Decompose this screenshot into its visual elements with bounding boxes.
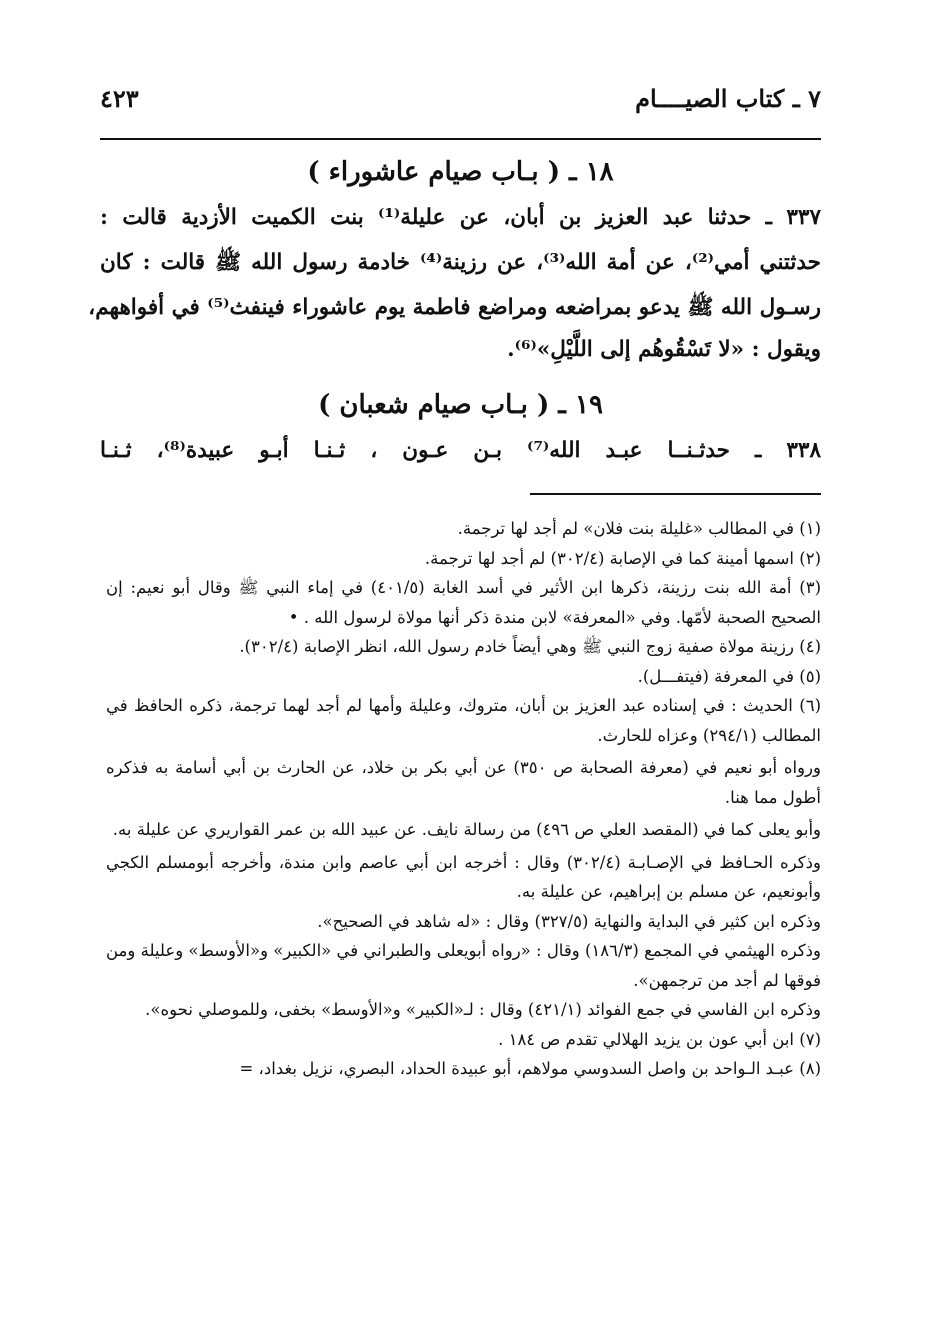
hadith-337-line-1: ٣٣٧ ـ حدثنا عبد العزيز بن أبان، عن عليلة⁽¹⁾ بنت الكميت الأزدية قالت : <box>100 205 821 230</box>
footnote-6-continuation-2: وأبو يعلى كما في (المقصد العلي ص ٤٩٦) من رسالة نايف. عن عبيد الله بن عمر القواريري عن عليلة به. <box>112 820 821 839</box>
chapter-title: ٧ ـ كتاب الصيــــام <box>635 84 821 113</box>
footnote-6-continuation-3: وذكره الحـافظ في الإصـابـة (٣٠٢/٤) وقال : أخرجه ابن أبي عاصم وابن مندة، وأخرجه أبومسلم الكجي وأبونعيم، عن مسلم بن إبراهيم، عن عليلة به. <box>106 852 821 901</box>
footnote-4: (٤) رزينة مولاة صفية زوج النبي ﷺ وهي أيضاً خادم رسول الله، انظر الإصابة (٣٠٢/٤). <box>239 637 821 656</box>
footnote-1: (١) في المطالب «غليلة بنت فلان» لم أجد لها ترجمة. <box>457 519 821 538</box>
hadith-338-line-1: ٣٣٨ ـ حدثـنــا عبـد الله⁽⁷⁾ بـن عـون ، ثـنـا أبـو عبيدة⁽⁸⁾، ثـنـا <box>100 438 821 463</box>
footnote-6-continuation-4: وذكره ابن كثير في البداية والنهاية (٣٢٧/٥) وقال : «له شاهد في الصحيح». <box>317 911 821 931</box>
page-number: ٤٢٣ <box>100 84 139 113</box>
footnote-6-continuation-5: وذكره الهيثمي في المجمع (١٨٦/٣) وقال : «رواه أبويعلى والطبراني في «الكبير» و«الأوسط» وعليلة ومن فوقها لم أجد من ترجمهن». <box>106 941 821 990</box>
footnote-7: (٧) ابن أبي عون بن يزيد الهلالي تقدم ص ١٨٤ . <box>498 1029 821 1049</box>
footnote-6: (٦) الحديث : في إسناده عبد العزيز بن أبان، متروك، وعليلة وأمها لم أجد لهما ترجمة، ذكره الحافظ في المطالب (٢٩٤/١) وعزاه للحارث. <box>106 696 821 745</box>
footnote-3: (٣) أمة الله بنت رزينة، ذكرها ابن الأثير في أسد الغابة (٤٠١/٥) في إماء النبي ﷺ وقال أبو نعيم: إن الصحيح الصحبة لأمّها. وفي «المعرفة» لابن مندة ذكر أنها مولاة لرسول الله . • <box>106 578 821 627</box>
footnote-6-continuation-6: وذكره ابن الفاسي في جمع الفوائد (٤٢١/١) وقال : لـ«الكبير» و«الأوسط» بخفى، وللموصلي نحوه». <box>145 1000 821 1019</box>
footnote-8: (٨) عبـد الـواحد بن واصل السدوسي مولاهم، أبو عبيدة الحداد، البصري، نزيل بغداد، = <box>239 1059 821 1078</box>
hadith-337-line-2: حدثتني أمي⁽²⁾، عن أمة الله⁽³⁾، عن رزينة⁽⁴⁾ خادمة رسول الله ﷺ قالت : كان <box>100 250 821 275</box>
footnote-separator <box>530 493 821 495</box>
hadith-337-line-4: ويقول : «لا تَسْقُوهُم إلى اللَّيْلِ»⁽⁶⁾. <box>507 337 821 362</box>
footnote-2: (٢) اسمها أمينة كما في الإصابة (٣٠٢/٤) لم أجد لها ترجمة. <box>424 548 821 568</box>
running-header <box>100 84 821 124</box>
footnote-5: (٥) في المعرفة (فيتفـــل). <box>637 666 821 686</box>
section-heading-18: ١٨ ـ ( بـاب صيام عاشوراء ) <box>307 157 614 187</box>
footnote-6-continuation-1: ورواه أبو نعيم في (معرفة الصحابة ص ٣٥٠) عن أبي بكر بن خلاد، عن الحارث بن أبي أسامة به فذكره أطول مما هنا. <box>106 758 821 807</box>
hadith-337-line-3: رسـول الله ﷺ يدعو بمراضعه ومراضع فاطمة يوم عاشوراء فينفث⁽⁵⁾ في أفواههم، <box>88 295 821 320</box>
footnotes <box>106 514 821 1084</box>
header-rule <box>100 138 821 140</box>
section-heading-19: ١٩ ـ ( بـاب صيام شعبان ) <box>318 390 603 420</box>
